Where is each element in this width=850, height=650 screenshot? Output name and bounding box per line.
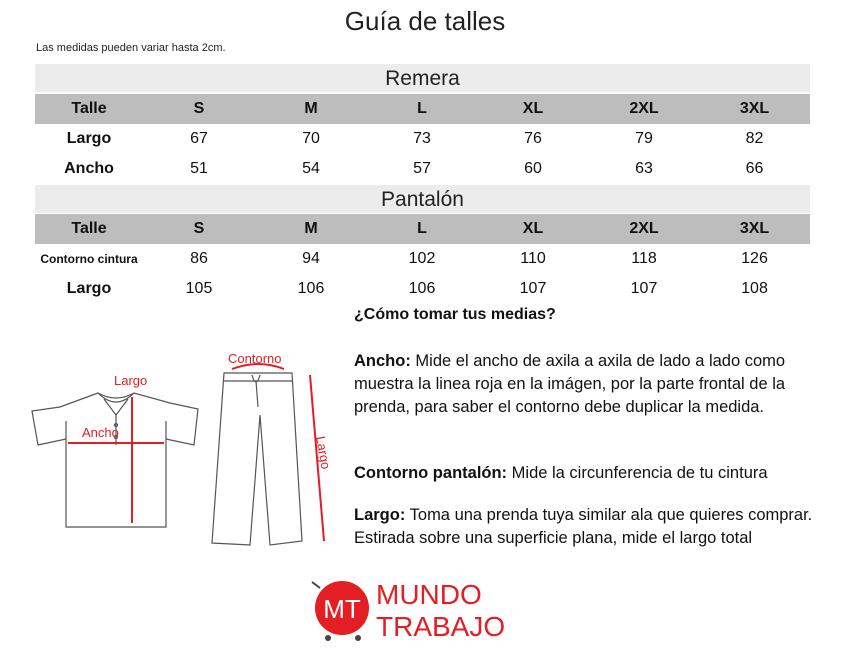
header-size: 3XL xyxy=(739,100,770,117)
header-size: M xyxy=(304,100,318,117)
header-talle: Talle xyxy=(71,100,107,117)
table-cell: 82 xyxy=(745,130,764,147)
ancho-label: Ancho: xyxy=(354,352,411,370)
table-cell: 94 xyxy=(302,250,320,267)
contorno-text: Mide la circunferencia de tu cintura xyxy=(511,464,768,482)
table-cell: 105 xyxy=(185,280,213,297)
howto-title: ¿Cómo tomar tus medias? xyxy=(354,306,556,323)
row-label: Contorno cintura xyxy=(40,252,138,266)
shirt-ancho-label: Ancho xyxy=(82,425,119,440)
header-talle: Talle xyxy=(71,220,107,237)
remera-heading: Remera xyxy=(35,64,810,92)
header-size: 3XL xyxy=(739,220,770,237)
size-note: Las medidas pueden variar hasta 2cm. xyxy=(36,42,226,54)
table-row xyxy=(35,124,810,154)
table-cell: 107 xyxy=(630,280,658,297)
table-cell: 76 xyxy=(524,130,542,147)
row-label: Ancho xyxy=(64,160,114,177)
header-size: M xyxy=(304,220,318,237)
table-cell: 57 xyxy=(413,160,431,177)
table-cell: 67 xyxy=(190,130,208,147)
remera-header-row xyxy=(35,94,810,124)
contorno-paragraph xyxy=(354,462,834,485)
table-cell: 108 xyxy=(741,280,768,297)
pants-contorno-label: Contorno xyxy=(228,351,282,366)
table-cell: 118 xyxy=(631,250,657,267)
shirt-largo-label: Largo xyxy=(114,373,148,388)
table-cell: 126 xyxy=(741,250,768,267)
pantalon-header-row xyxy=(35,214,810,244)
pants-largo-label: Largo xyxy=(313,434,334,471)
table-cell: 102 xyxy=(408,250,436,267)
row-label: Largo xyxy=(66,280,112,297)
row-label: Largo xyxy=(66,130,112,147)
table-cell: 79 xyxy=(635,130,653,147)
largo-label: Largo: xyxy=(354,506,406,524)
table-cell: 66 xyxy=(745,160,764,177)
logo-line2: TRABAJO xyxy=(376,611,506,642)
table-cell: 106 xyxy=(408,280,436,297)
table-row xyxy=(35,244,810,274)
table-cell: 60 xyxy=(524,160,542,177)
cart-wheel-icon xyxy=(325,635,331,641)
table-cell: 106 xyxy=(297,280,325,297)
largo-paragraph xyxy=(354,504,834,550)
table-cell: 63 xyxy=(635,160,653,177)
largo-text: Toma una prenda tuya similar ala que quieres comprar. Estirada sobre una superficie plana, mide el largo total xyxy=(354,506,813,547)
header-size: 2XL xyxy=(629,100,659,117)
logo-mark-text: MT xyxy=(323,594,361,624)
header-size: 2XL xyxy=(629,220,659,237)
cart-wheel-icon xyxy=(355,635,361,641)
pantalon-heading: Pantalón xyxy=(35,185,810,213)
mundo-trabajo-logo xyxy=(300,574,560,644)
table-cell: 51 xyxy=(190,160,208,177)
header-size: S xyxy=(193,220,205,237)
table-cell: 86 xyxy=(190,250,208,267)
garment-illustration xyxy=(20,345,340,555)
contorno-label: Contorno pantalón: xyxy=(354,464,508,482)
table-row xyxy=(35,154,810,184)
table-row xyxy=(35,274,810,304)
cart-handle-icon xyxy=(312,582,320,588)
table-cell: 110 xyxy=(520,250,546,267)
pants-icon xyxy=(212,373,302,545)
table-cell: 54 xyxy=(302,160,320,177)
table-cell: 73 xyxy=(413,130,431,147)
header-size: S xyxy=(193,100,205,117)
header-size: XL xyxy=(522,220,544,237)
table-cell: 70 xyxy=(302,130,320,147)
page-title: Guía de talles xyxy=(344,6,506,36)
table-cell: 107 xyxy=(519,280,547,297)
ancho-text: Mide el ancho de axila a axila de lado a lado como muestra la linea roja en la imágen, por la parte frontal de la prenda, para saber el contorno debe duplicar la medida. xyxy=(354,352,786,416)
header-size: XL xyxy=(522,100,544,117)
shirt-icon xyxy=(32,393,198,527)
header-size: L xyxy=(417,100,427,117)
logo-line1: MUNDO xyxy=(376,579,482,610)
header-size: L xyxy=(417,220,427,237)
ancho-paragraph xyxy=(354,350,834,419)
